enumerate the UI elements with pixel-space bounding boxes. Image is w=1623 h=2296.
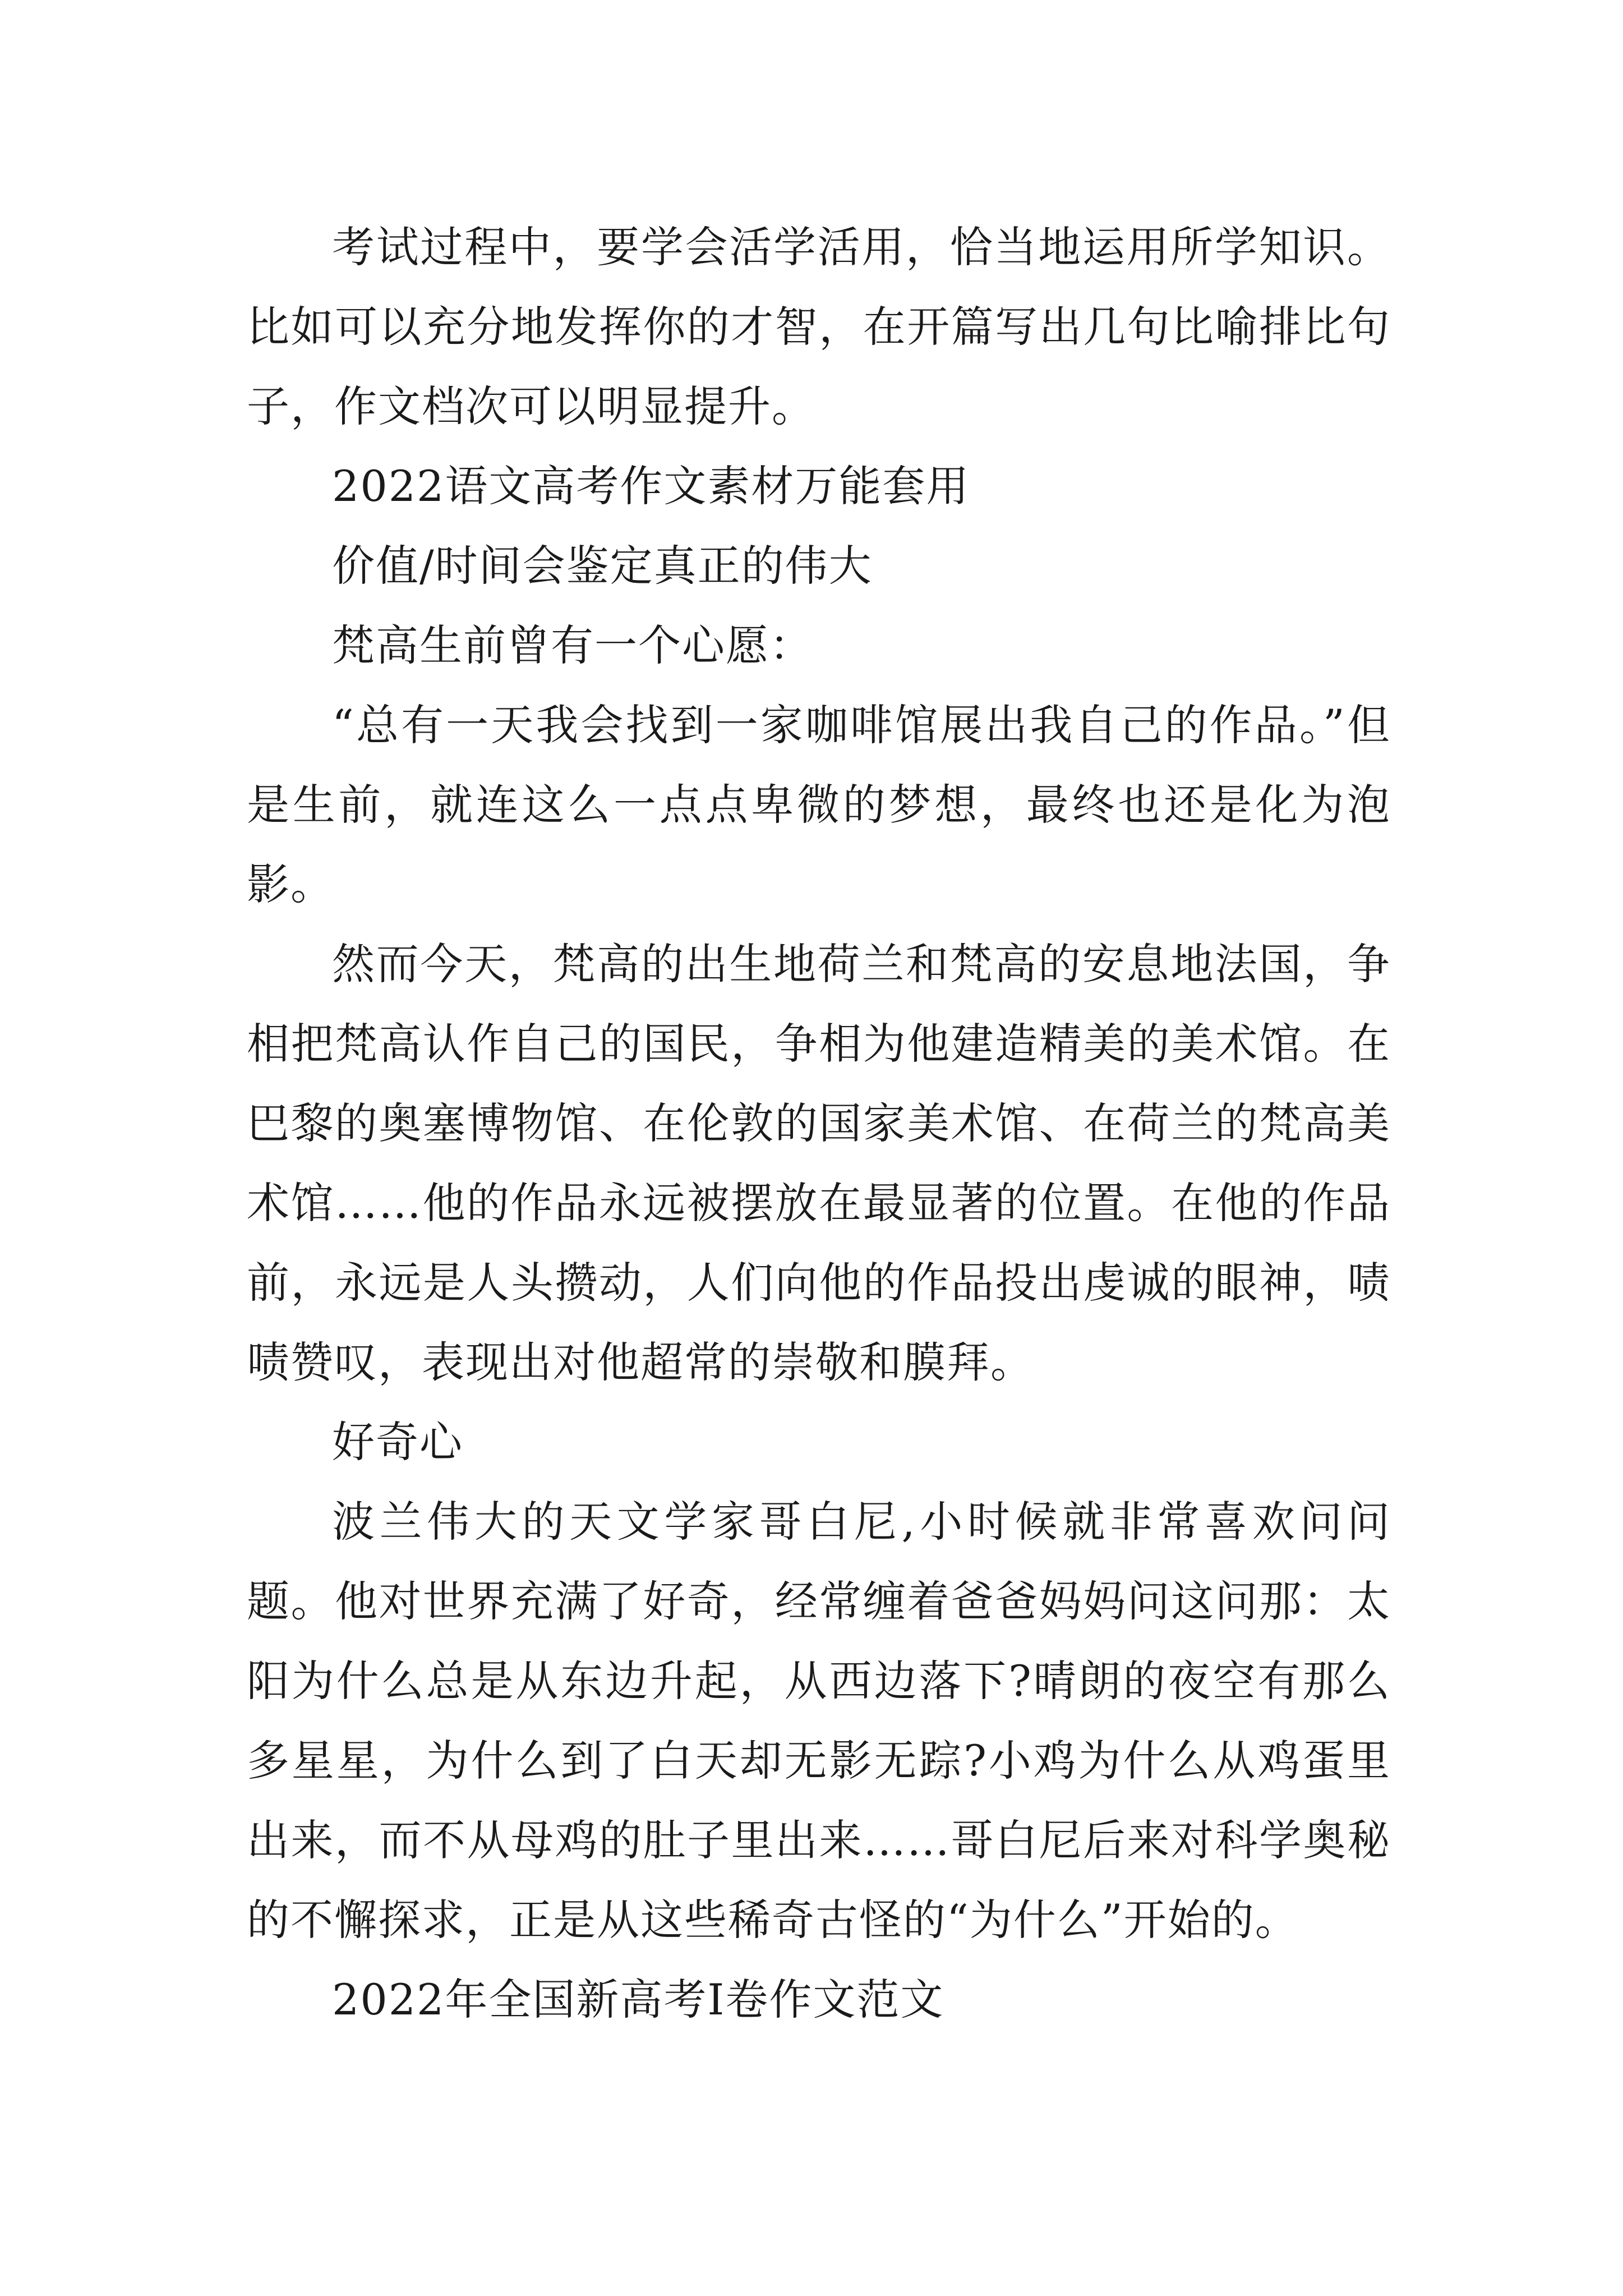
heading-curiosity: 好奇心 xyxy=(332,1417,463,1467)
paragraph-van-gogh-wish: 梵高生前曾有一个心愿： xyxy=(332,620,813,670)
paragraph-exam-tips: 考试过程中，要学会活学活用，恰当地运用所学知识。比如可以充分地发挥你的才智，在开篇写出几句比喻排比句子，作文档次可以明显提升。 xyxy=(247,222,1391,431)
paragraph-van-gogh-today: 然而今天，梵高的出生地荷兰和梵高的安息地法国，争相把梵高认作自己的国民，争相为他建造精美的美术馆。在巴黎的奥塞博物馆、在伦敦的国家美术馆、在荷兰的梵高美术馆……他的作品永远被摆放在最显著的位置。在他的作品前，永远是人头攒动，人们向他的作品投出虔诚的眼神，啧啧赞叹，表现出对他超常的崇敬和膜拜。 xyxy=(247,939,1391,1387)
heading-material-title: 2022语文高考作文素材万能套用 xyxy=(332,461,970,511)
heading-sample-essay: 2022年全国新高考Ⅰ卷作文范文 xyxy=(332,1975,944,2024)
document-page xyxy=(247,208,1391,2040)
heading-value-time: 价值/时间会鉴定真正的伟大 xyxy=(332,541,873,591)
paragraph-van-gogh-quote: “总有一天我会找到一家咖啡馆展出我自己的作品。”但是生前，就连这么一点点卑微的梦想，最终也还是化为泡影。 xyxy=(247,700,1391,909)
paragraph-copernicus: 波兰伟大的天文学家哥白尼,小时候就非常喜欢问问题。他对世界充满了好奇，经常缠着爸爸妈妈问这问那：太阳为什么总是从东边升起，从西边落下?晴朗的夜空有那么多星星，为什么到了白天却无影无踪?小鸡为什么从鸡蛋里出来，而不从母鸡的肚子里出来……哥白尼后来对科学奥秘的不懈探求，正是从这些稀奇古怪的“为什么”开始的。 xyxy=(247,1497,1391,1945)
